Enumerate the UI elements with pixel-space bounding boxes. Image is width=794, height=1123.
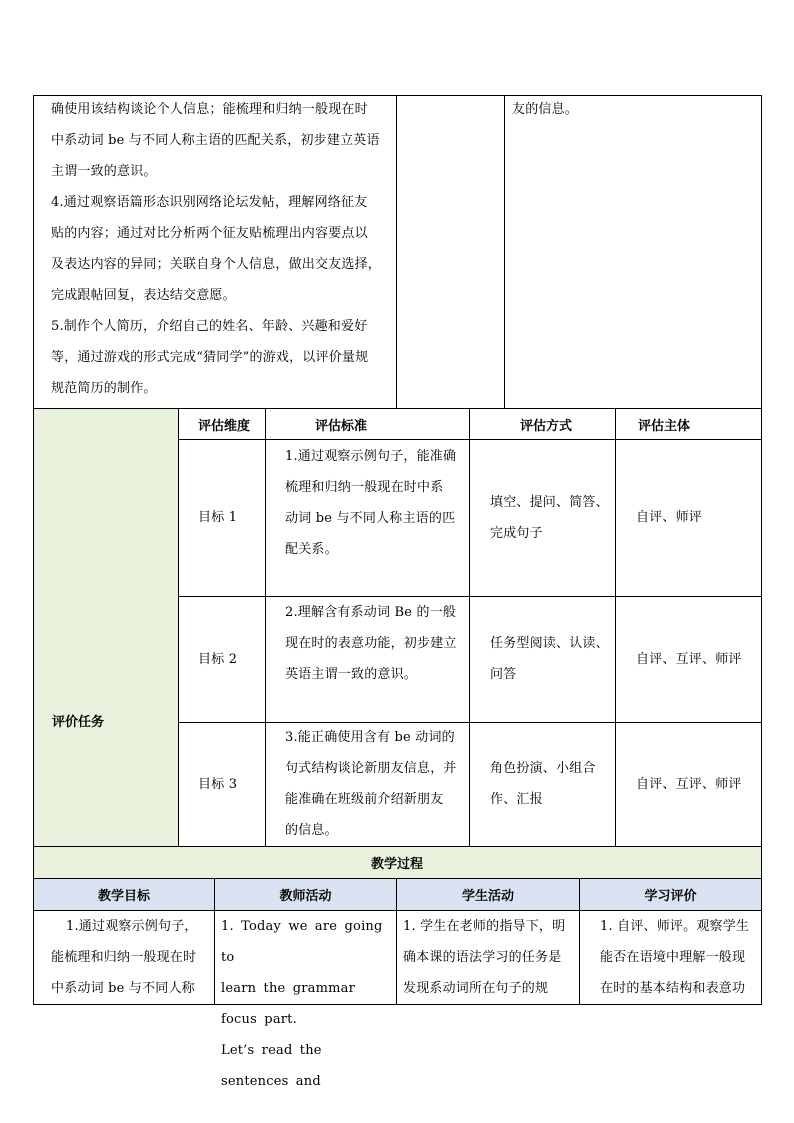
evaluation-section-label: 评价任务 bbox=[52, 714, 105, 730]
process-header-teacher-text: 教师活动 bbox=[279, 889, 332, 904]
standard-line: 现在时的表意功能，初步建立 bbox=[285, 636, 457, 651]
method-line: 填空、提问、简答、 bbox=[490, 495, 609, 510]
method-line: 问答 bbox=[490, 667, 517, 682]
method-line: 完成句子 bbox=[490, 526, 543, 541]
goals-line: 贴的内容；通过对比分析两个征友贴梳理出内容要点以 bbox=[51, 226, 368, 241]
goals-line: 确使用该结构谈论个人信息；能梳理和归纳一般现在时 bbox=[51, 102, 368, 117]
eval-row2-standard bbox=[285, 597, 467, 690]
standard-line: 动词 be 与不同人称主语的匹 bbox=[285, 511, 456, 526]
process-header-teacher bbox=[215, 879, 396, 910]
eval-row3-standard bbox=[285, 722, 467, 846]
goals-line: 规范简历的制作。 bbox=[51, 381, 157, 396]
vline-eval-4 bbox=[615, 408, 616, 846]
process-header-goal-text: 教学目标 bbox=[97, 889, 150, 904]
process-col-student bbox=[403, 911, 575, 1004]
process-title bbox=[33, 847, 761, 878]
eval-row2-dimension: 目标 2 bbox=[198, 651, 238, 667]
process-line: 1. Today we are going to bbox=[221, 919, 383, 965]
goals-text bbox=[51, 94, 391, 404]
standard-line: 配关系。 bbox=[285, 542, 338, 557]
process-line: 在时的基本结构和表意功 bbox=[600, 981, 746, 996]
vline-top-2 bbox=[504, 95, 505, 408]
goals-line: 及表达内容的异同；关联自身个人信息，做出交友选择， bbox=[51, 257, 382, 272]
eval-row3-method bbox=[490, 753, 614, 815]
process-line: 1. 自评、师评。观察学生 bbox=[600, 919, 750, 934]
process-line: Let’s read the sentences and bbox=[221, 1043, 322, 1089]
vline-eval-1 bbox=[178, 408, 179, 846]
goals-line: 主谓一致的意识。 bbox=[51, 164, 157, 179]
process-line: 能梳理和归纳一般现在时 bbox=[51, 950, 197, 965]
top-right-text: 友的信息。 bbox=[512, 102, 579, 117]
table-border-bottom bbox=[33, 1004, 762, 1005]
process-header-student-text: 学生活动 bbox=[461, 889, 514, 904]
eval-header-method: 评估方式 bbox=[520, 418, 573, 434]
standard-line: 梳理和归纳一般现在时中系 bbox=[285, 480, 444, 495]
process-header-evaluation bbox=[580, 879, 761, 910]
process-header-student bbox=[397, 879, 579, 910]
vline-top-1 bbox=[396, 95, 397, 408]
process-line: learn the grammar focus part. bbox=[221, 981, 356, 1027]
eval-row1-method bbox=[490, 487, 614, 549]
eval-header-dimension: 评估维度 bbox=[198, 418, 251, 434]
standard-line: 句式结构谈论新朋友信息，并 bbox=[285, 761, 457, 776]
eval-row3-dimension: 目标 3 bbox=[198, 776, 238, 792]
process-col-goal bbox=[40, 911, 212, 1004]
standard-line: 能准确在班级前介绍新朋友 bbox=[285, 792, 444, 807]
standard-line: 英语主谓一致的意识。 bbox=[285, 667, 418, 682]
process-line: 发现系动词所在句子的规 bbox=[403, 981, 549, 996]
goals-line: 4.通过观察语篇形态识别网络论坛发帖，理解网络征友 bbox=[51, 195, 368, 210]
process-line: 确本课的语法学习的任务是 bbox=[403, 950, 562, 965]
process-line: 中系动词 be 与不同人称 bbox=[51, 981, 195, 996]
process-header-evaluation-text: 学习评价 bbox=[644, 889, 697, 904]
process-col-evaluation bbox=[586, 911, 758, 1004]
goals-line: 完成跟帖回复，表达结交意愿。 bbox=[51, 288, 236, 303]
eval-row3-subject: 自评、互评、师评 bbox=[636, 776, 742, 792]
process-header-goal bbox=[34, 879, 214, 910]
standard-line: 的信息。 bbox=[285, 823, 338, 838]
vline-eval-3 bbox=[469, 408, 470, 846]
process-line: 1.通过观察示例句子， bbox=[66, 919, 198, 934]
standard-line: 1.通过观察示例句子，能准确 bbox=[285, 449, 457, 464]
goals-line: 5.制作个人简历，介绍自己的姓名、年龄、兴趣和爱好 bbox=[51, 319, 368, 334]
method-line: 角色扮演、小组合 bbox=[490, 761, 596, 776]
process-line: 能否在语境中理解一般现 bbox=[600, 950, 746, 965]
process-title-text: 教学过程 bbox=[370, 857, 423, 872]
eval-row1-subject: 自评、师评 bbox=[636, 510, 703, 525]
eval-row2-method bbox=[490, 628, 614, 690]
table-border-right bbox=[761, 95, 762, 1005]
eval-header-subject: 评估主体 bbox=[638, 418, 691, 434]
eval-row2-subject: 自评、互评、师评 bbox=[636, 651, 742, 667]
method-line: 任务型阅读、认读、 bbox=[490, 636, 609, 651]
eval-row1-standard bbox=[285, 441, 467, 565]
standard-line: 2.理解含有系动词 Be 的一般 bbox=[285, 605, 457, 620]
process-line: 1. 学生在老师的指导下，明 bbox=[403, 919, 566, 934]
eval-row1-dimension: 目标 1 bbox=[198, 510, 238, 525]
standard-line: 3.能正确使用含有 be 动词的 bbox=[285, 730, 455, 745]
evaluation-label-cell-bg bbox=[33, 408, 178, 846]
eval-header-standard: 评估标准 bbox=[315, 418, 368, 434]
goals-line: 中系动词 be 与不同人称主语的匹配关系，初步建立英语 bbox=[51, 133, 380, 148]
goals-line: 等，通过游戏的形式完成“猜同学”的游戏，以评价量规 bbox=[51, 350, 369, 365]
vline-eval-2 bbox=[265, 408, 266, 846]
process-col-teacher bbox=[221, 911, 391, 1097]
method-line: 作、汇报 bbox=[490, 792, 543, 807]
